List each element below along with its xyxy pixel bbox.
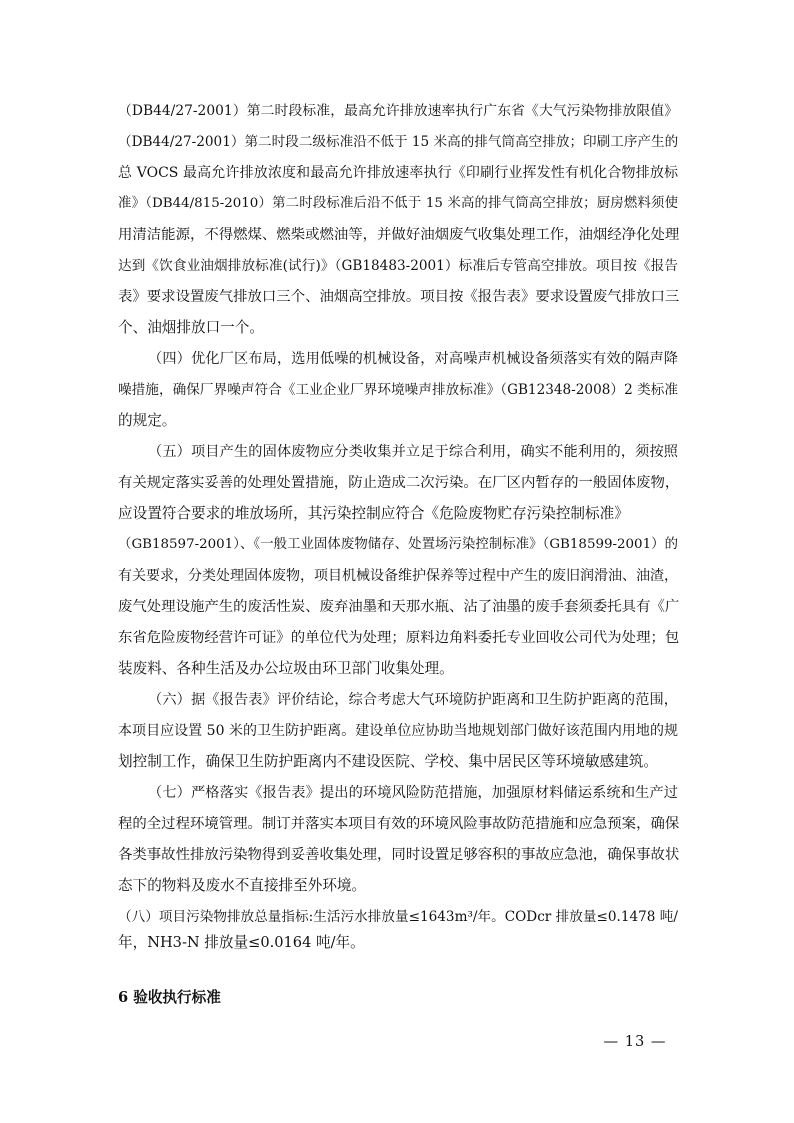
- text-line: 应设置符合要求的堆放场所，其污染控制应符合《危险废物贮存污染控制标准》: [118, 505, 629, 522]
- text-line: 个、油烟排放口一个。: [118, 319, 264, 336]
- text-line: 噪措施，确保厂界噪声符合《工业企业厂界环境噪声排放标准》（GB12348-2008）2 类标准: [118, 382, 678, 398]
- item-7-line: （七）严格落实《报告表》提出的环境风险防范措施，加强原材料储运系统和生产过: [148, 785, 678, 801]
- text-line: 用清洁能源，不得燃煤、燃柴或燃油等，并做好油烟废气收集处理工作，油烟经净化处理: [118, 227, 680, 243]
- text-line: 本项目应设置 50 米的卫生防护距离。建设单位应协助当地规划部门做好该范围内用地的规: [118, 723, 678, 739]
- text-line: 程的全过程环境管理。制订并落实本项目有效的环境风险事故防范措施和应急预案，确保: [118, 816, 680, 832]
- section-heading: 6 验收执行标准: [118, 989, 221, 1006]
- text-line: 有关要求，分类处理固体废物，项目机械设备维护保养等过程中产生的废旧润滑油、油渣，: [118, 568, 678, 584]
- page-number: — 13 —: [603, 1033, 667, 1050]
- text-line: 年，NH3-N 排放量≤0.0164 吨/年。: [118, 934, 365, 951]
- text-line: 总 VOCS 最高允许排放浓度和最高允许排放速率执行《印刷行业挥发性有机化合物排放标: [118, 165, 678, 181]
- text-line: 准》（DB44/815-2010）第二时段标准后沿不低于 15 米高的排气筒高空排放；厨房燃料须使: [118, 196, 678, 211]
- item-4-line: （四）优化厂区布局，选用低噪的机械设备，对高噪声机械设备须落实有效的隔声降: [148, 351, 678, 367]
- text-line: 表》要求设置废气排放口三个、油烟高空排放。项目按《报告表》要求设置废气排放口三: [118, 289, 680, 305]
- item-6-line: （六）据《报告表》评价结论，综合考虑大气环境防护距离和卫生防护距离的范围，: [148, 692, 678, 708]
- text-line: 态下的物料及废水不直接排至外环境。: [118, 877, 367, 894]
- text-line: 有关规定落实妥善的处理处置措施，防止造成二次污染。在厂区内暂存的一般固体废物，: [118, 475, 680, 491]
- text-line: （DB44/27-2001）第二时段标准，最高允许排放速率执行广东省《大气污染物排放限值》: [118, 103, 678, 119]
- text-line: （GB18597-2001）、《一般工业固体废物储存、处置场污染控制标准》（GB18599-2001）的: [118, 537, 678, 552]
- text-line: 达到《饮食业油烟排放标准(试行)》（GB18483-2001）标准后专管高空排放。项目按《报告: [118, 258, 678, 274]
- text-line: 的规定。: [118, 412, 177, 429]
- item-8-line: （八）项目污染物排放总量指标:生活污水排放量≤1643m³/年。CODcr 排放量≤0.1478 吨/: [118, 909, 678, 925]
- text-line: 划控制工作，确保卫生防护距离内不建设医院、学校、集中居民区等环境敏感建筑。: [118, 753, 658, 770]
- text-line: 东省危险废物经营许可证》的单位代为处理；原料边角料委托专业回收公司代为处理；包: [118, 630, 680, 646]
- item-5-line: （五）项目产生的固体废物应分类收集并立足于综合利用，确实不能利用的，须按照: [148, 444, 678, 460]
- text-line: 装废料、各种生活及办公垃圾由环卫部门收集处理。: [118, 660, 454, 677]
- text-line: （DB44/27-2001）第二时段二级标准沿不低于 15 米高的排气筒高空排放；印刷工序产生的: [118, 134, 679, 150]
- text-line: 废气处理设施产生的废活性炭、废弃油墨和天那水瓶、沾了油墨的废手套须委托具有《广: [118, 599, 680, 615]
- text-line: 各类事故性排放污染物得到妥善收集处理，同时设置足够容积的事故应急池，确保事故状: [118, 847, 680, 863]
